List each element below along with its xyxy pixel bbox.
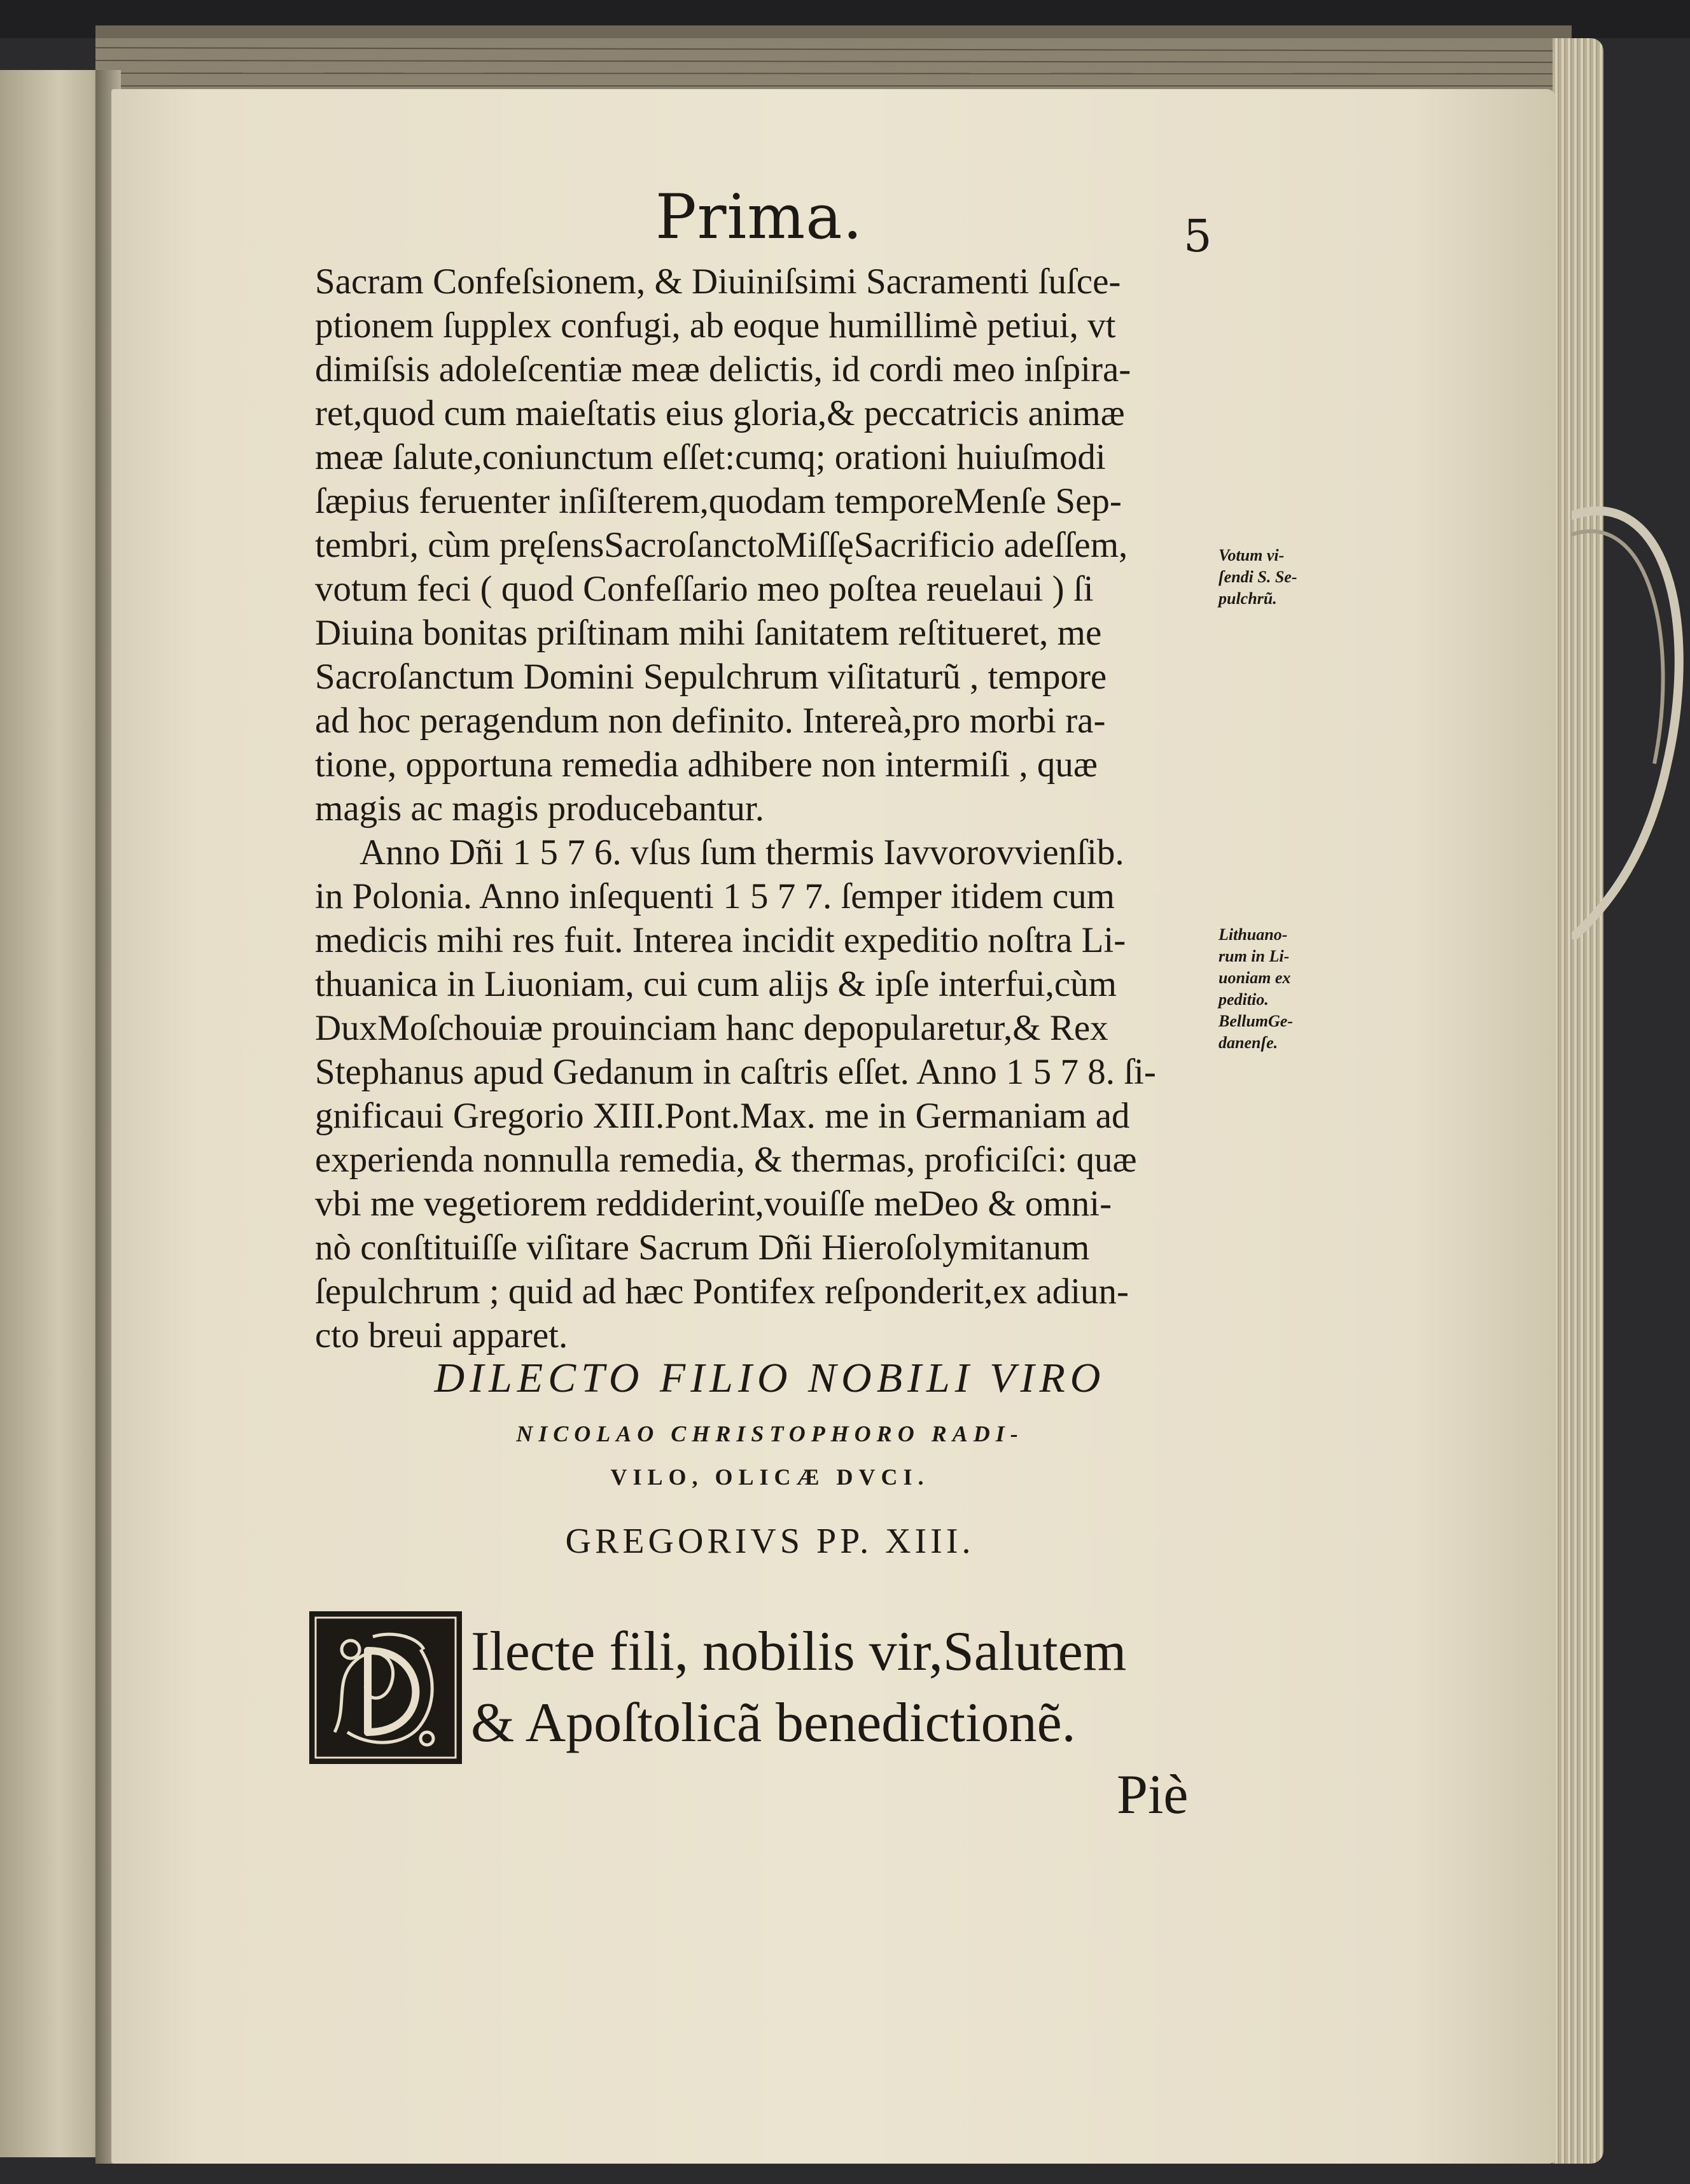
text-line: ad hoc peragendum non definito. Intereà,pro morbi ra- [315,701,1106,741]
text-line: medicis mihi res fuit. Interea incidit expeditio noſtra Li- [315,920,1126,960]
facing-page [0,70,108,2157]
salutation-line: Ilecte fili, nobilis vir,Salutem [471,1621,1127,1683]
catchword: Piè [1117,1764,1189,1826]
text-line: dimiſsis adoleſcentiæ meæ delictis, id cordi meo inſpira- [315,349,1131,389]
running-head: Prima. [655,181,863,253]
text-line: ſepulchrum ; quid ad hæc Pontifex reſponderit,ex adiun- [315,1271,1129,1312]
text-line: thuanica in Liuoniam, cui cum alijs & ipſe interfui,cùm [315,964,1117,1004]
text-line: magis ac magis producebantur. [315,788,764,829]
text-line: experienda nonnulla remedia, & thermas, proficiſci: quæ [315,1140,1137,1180]
text-line: Sacroſanctum Domini Sepulchrum viſitaturũ , tempore [315,657,1107,697]
bookmark-string [1572,496,1690,980]
letter-address-line-3: VILO, OLICÆ DVCI. [610,1464,930,1490]
text-line: votum feci ( quod Confeſſario meo poſtea reuelaui ) ſi [315,569,1094,609]
text-line: ret,quod cum maieſtatis eius gloria,& peccatricis animæ [315,393,1125,433]
text-line: tione, opportuna remedia adhibere non intermiſi , quæ [315,745,1098,785]
decorated-initial-d-icon [309,1611,462,1764]
text-line: Sacram Confeſsionem, & Diuiniſsimi Sacramenti ſuſce- [315,262,1121,302]
page-fore-edge [1553,38,1603,2164]
text-line: tembri, cùm pręſensSacroſanctoMiſſęSacrificio adeſſem, [315,525,1128,565]
salutation-line: & Apoſtolicã benedictionẽ. [471,1692,1076,1754]
text-line: in Polonia. Anno inſequenti 1 5 7 7. ſemper itidem cum [315,876,1115,916]
text-line: ſæpius feruenter inſiſterem,quodam temporeMenſe Sep- [315,481,1122,521]
letter-address-line-1: DILECTO FILIO NOBILI VIRO [434,1355,1106,1401]
text-line: ptionem ſupplex confugi, ab eoque humillimè petiui, vt [315,305,1116,346]
letter-sender: GREGORIVS PP. XIII. [565,1522,975,1561]
letter-salutation [471,1616,1222,1759]
text-line: meæ ſalute,coniunctum eſſet:cumq; orationi huiuſmodi [315,437,1106,477]
letter-address-line-2: NICOLAO CHRISTOPHORO RADI- [516,1421,1024,1446]
text-line: nò conſtituiſſe viſitare Sacrum Dñi Hieroſolymitanum [315,1228,1090,1268]
text-line: vbi me vegetiorem reddiderint,vouiſſe meDeo & omni- [315,1184,1112,1224]
text-line: cto breui apparet. [315,1315,568,1355]
text-line: gnificaui Gregorio XIII.Pont.Max. me in Germaniam ad [315,1096,1130,1136]
text-line: Diuina bonitas priſtinam mihi ſanitatem reſtitueret, me [315,613,1102,653]
page-number: 5 [1184,210,1212,262]
text-line: DuxMoſchouiæ prouinciam hanc depopularetur,& Rex [315,1008,1108,1048]
text-line: Stephanus apud Gedanum in caſtris eſſet. Anno 1 5 7 8. ſi- [315,1052,1156,1092]
body-text [315,260,1231,1357]
marginal-note-expedition: Lithuano- rum in Li- uoniam ex peditio. BellumGe- danenſe. [1219,925,1293,1052]
marginal-note-vow: Votum vi- ſendi S. Se- pulchrũ. [1219,546,1297,608]
text-line: Anno Dñi 1 5 7 6. vſus ſum thermis Iavvorovvienſib. [360,832,1124,872]
